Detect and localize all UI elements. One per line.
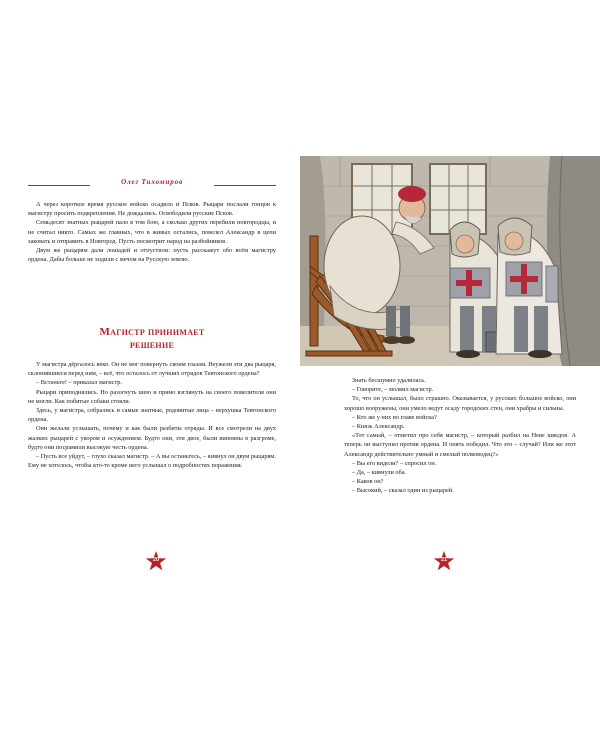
text-block-top (28, 200, 276, 264)
paragraph: Они желали услышать, почему и как были разбиты отряды. И все смотрели на двух жалких рыцарей с укором и осуждением. Будто они, эти двое, были виновны в разгроме, будто они посрамили высокую честь ордена. (28, 425, 276, 451)
paragraph: – Вы его видели? – спросил он. (352, 459, 437, 467)
paragraph: То, что он услышал, было страшно. Оказывается, у русских большое войско, они хорошо вооружены, они умело ведут осаду городских стен, они храбры и сильны. (344, 395, 576, 412)
right-page (300, 150, 600, 590)
paragraph: – Пусть все уйдут, – глухо сказал магистр. – А вы останьтесь, – кивнул он двум рыцарям. Ему не хотелось, чтобы кто-то кроме него услышал о подробностях поражения. (28, 453, 276, 470)
paragraph: Здесь, у магистра, собрались и самые знатные, родовитые лица – верхушка Тевтонского ордена. (28, 407, 276, 424)
paragraph: А через короткое время русское войско осадило и Псков. Рыцари послали гонцов к магистру просить подкрепления. Не дождались. Освободили русские Псков. (28, 201, 276, 218)
paragraph: – Да, – кивнули оба. (352, 469, 407, 477)
running-header (28, 178, 276, 192)
paragraph: – Князь Александр. (352, 423, 405, 431)
illustration-image (300, 156, 600, 366)
page-number-star (145, 550, 167, 572)
paragraph: Знать бесшумно удалилась. (352, 377, 426, 384)
left-page (0, 150, 300, 590)
paragraph: – Говорите, – молвил магистр. (352, 386, 434, 394)
paragraph: – Кто же у них во главе войска? (352, 413, 437, 421)
page-number-star (433, 550, 455, 572)
paragraph: «Тот самый, – отметил про себя магистр, – который разбил на Неве шведов. А теперь он выступил против ордена. И опять победил. Что это – случай? Или же этот Александр действительно умный и смелый полководец?» (344, 432, 576, 458)
paragraph: – Каков он? (352, 478, 384, 486)
paragraph: Рыцари приподнялись. Но разогнуть шею и прямо взглянуть на своего повелителя они не могли. Как побитые собаки стояли. (28, 388, 276, 405)
paragraph: У магистра дёргалось веко. Он не мог повернуть своим глазам. Неужели эти два рыцаря, склонившиеся перед ним, – всё, что осталось от лучших отрядов Тевтонского ордена? (28, 361, 276, 378)
paragraph: Двум же рыцарям дали лошадей и отпустили: пусть расскажут обо всём магистру ордена. Дабы больше не ходили с мечом на Русскую землю. (28, 247, 276, 264)
text-block-right (344, 376, 576, 496)
page-number: 21 (440, 557, 448, 563)
text-block-bottom (28, 360, 276, 470)
illustration-knights-before-master (300, 156, 600, 366)
header-author: Олег Тихомиров (121, 178, 183, 186)
chapter-title-line: решение (129, 339, 175, 351)
paragraph: – Встаньте! – приказал магистр. (36, 379, 123, 387)
chapter-title-line: Магистр принимает (99, 326, 205, 338)
page-number: 20 (152, 557, 160, 563)
header-rule-right (214, 185, 276, 186)
paragraph: – Высокий, – сказал один из рыцарей. (352, 487, 454, 495)
chapter-title (28, 326, 276, 352)
paragraph: Семьдесят знатных рыцарей пало в том бою, а сколько других перебили новгородцы, и не считал никто. Самых же главных, что в живых остались, повелел Александр в цепи заковать и отправить в Новгород. Пусть посмотрит народ на разбойников. (28, 219, 276, 245)
